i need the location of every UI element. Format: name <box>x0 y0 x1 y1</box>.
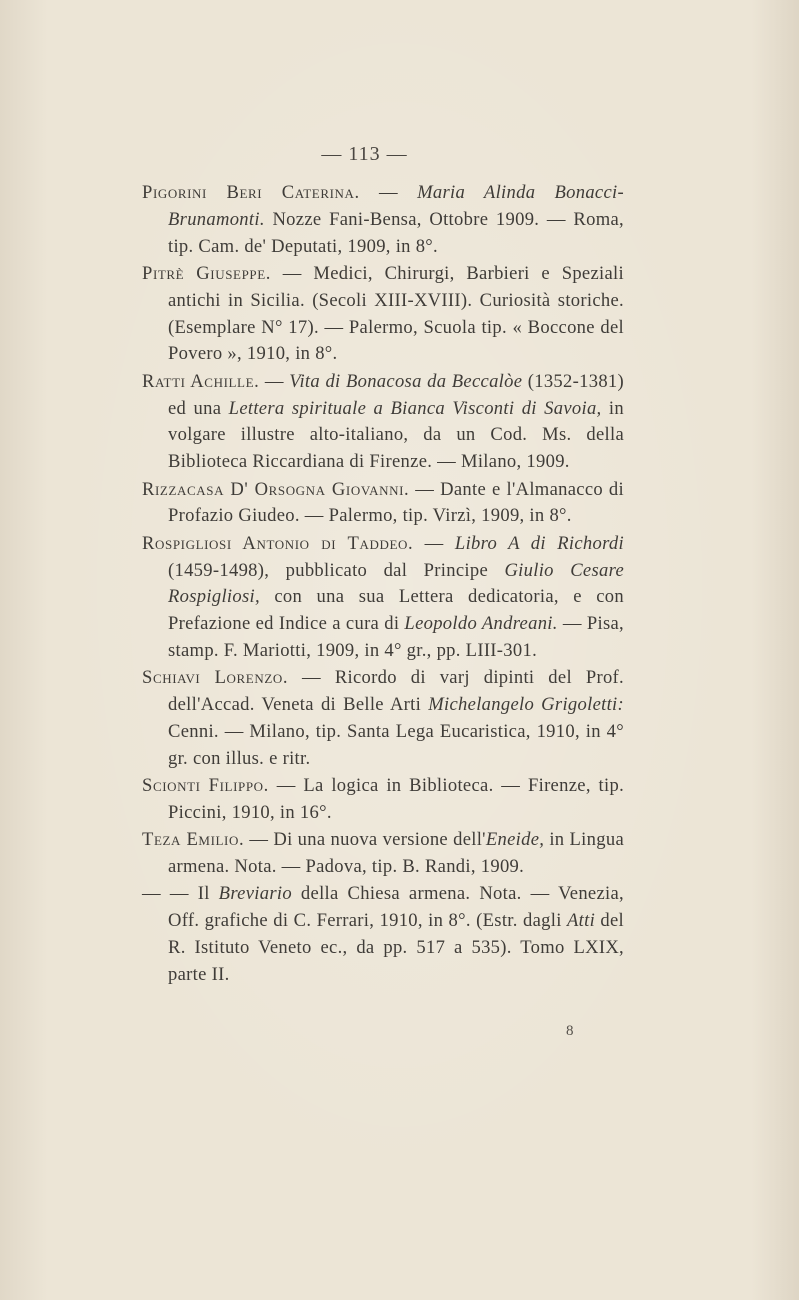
bibliography-entry <box>142 881 624 988</box>
entry-title: Eneide, <box>485 829 545 851</box>
entry-title: Leopoldo Andreani. <box>404 613 558 635</box>
entry-details: (1459-1498), pubblicato dal Principe <box>168 559 488 581</box>
entry-title: Breviario <box>218 883 292 905</box>
entry-dash: — <box>424 532 444 554</box>
entry-details: in volgare illustre alto-italiano, da un Cod. Ms. della Biblioteca Riccardiana di Firenze. — Milano, 1909. <box>168 397 624 473</box>
entry-details: Cenni. — Milano, tip. Santa Lega Eucaristica, 1910, in 4° gr. con illus. e ritr. <box>168 720 624 769</box>
entry-author: Rospigliosi Antonio di Taddeo. <box>142 532 414 554</box>
bibliography-entry <box>142 477 624 531</box>
entry-author: Ratti Achille. <box>142 370 260 392</box>
entry-details: — Di una nuova versione dell' <box>249 829 486 851</box>
bibliography-entry <box>142 665 624 772</box>
entry-details: — Medici, Chirurgi, Barbieri e Speziali antichi in Sicilia. (Secoli XIII-XVIII). Curiosità storiche. (Esemplare N° 17). — Palermo, Scuola tip. « Boccone del Povero », 1910, in 8°. <box>168 262 624 365</box>
entry-author: Teza Emilio. <box>142 829 245 851</box>
entry-details: — Pisa, stamp. F. Mariotti, 1909, in 4° gr., pp. LIII-301. <box>168 613 624 661</box>
signature-mark: 8 <box>566 1023 574 1039</box>
entry-title: Atti <box>567 910 596 932</box>
bibliography-list <box>142 180 624 989</box>
entry-author: Schiavi Lorenzo. <box>142 667 289 689</box>
entry-title: Libro A di Richordi <box>454 532 624 554</box>
bibliography-entry <box>142 773 624 827</box>
entry-author: Pitrè Giuseppe. <box>142 262 272 284</box>
entry-author: Rizzacasa D' Orsogna Giovanni. <box>142 478 410 500</box>
entry-details: — Dante e l'Almanacco di Profazio Giudeo. — Palermo, tip. Virzì, 1909, in 8°. <box>168 478 624 527</box>
entry-details: — La logica in Biblioteca. — Firenze, tip. Piccini, 1910, in 16°. <box>168 775 625 823</box>
page-number: — 113 — <box>321 143 408 165</box>
entry-author: Pigorini Beri Caterina. <box>142 182 360 203</box>
entry-author-repeat: — — <box>142 883 189 905</box>
bibliography-entry <box>142 531 624 665</box>
entry-details: Il <box>197 883 210 905</box>
entry-details: — Ricordo di varj dipinti del Prof. dell'Accad. Veneta di Belle Arti <box>168 667 624 716</box>
bibliography-entry <box>142 827 624 881</box>
entry-title: Vita di Bonacosa da Beccalòe <box>289 370 523 392</box>
entry-dash: — <box>264 370 284 392</box>
entry-author: Scionti Filippo. <box>142 775 269 797</box>
entry-details: del R. Istituto Veneto ec., da pp. 517 a 535). Tomo LXIX, parte II. <box>168 910 624 985</box>
bibliography-entry <box>142 369 624 476</box>
entry-title: Michelangelo Grigoletti: <box>428 694 625 716</box>
entry-title: Maria Alinda Bonacci-Brunamonti. <box>168 182 624 230</box>
entry-details: in Lingua armena. Nota. — Padova, tip. B. Randi, 1909. <box>168 829 624 878</box>
entry-details: Nozze Fani-Bensa, Ottobre 1909. — Roma, tip. Cam. de' Deputati, 1909, in 8°. <box>168 208 624 257</box>
entry-details: (1352-1381) ed una <box>168 370 625 419</box>
entry-title: Giulio Cesare Rospigliosi, <box>168 559 625 608</box>
bibliography-entry <box>142 261 624 368</box>
bibliography-entry: Pigorini Beri Caterina. — Maria Alinda Bonacci-Brunamonti. Nozze Fani-Bensa, Ottobre 1909. — Roma, tip. Cam. de' Deputati, 1909, in 8°. <box>142 182 624 257</box>
entry-details: con una sua Lettera dedicatoria, e con Prefazione ed Indice a cura di <box>168 586 625 635</box>
entry-details: della Chiesa armena. Nota. — Venezia, Off. grafiche di C. Ferrari, 1910, in 8°. (Estr. dagli <box>168 883 624 932</box>
entry-title: Lettera spirituale a Bianca Visconti di Savoia, <box>228 397 602 419</box>
